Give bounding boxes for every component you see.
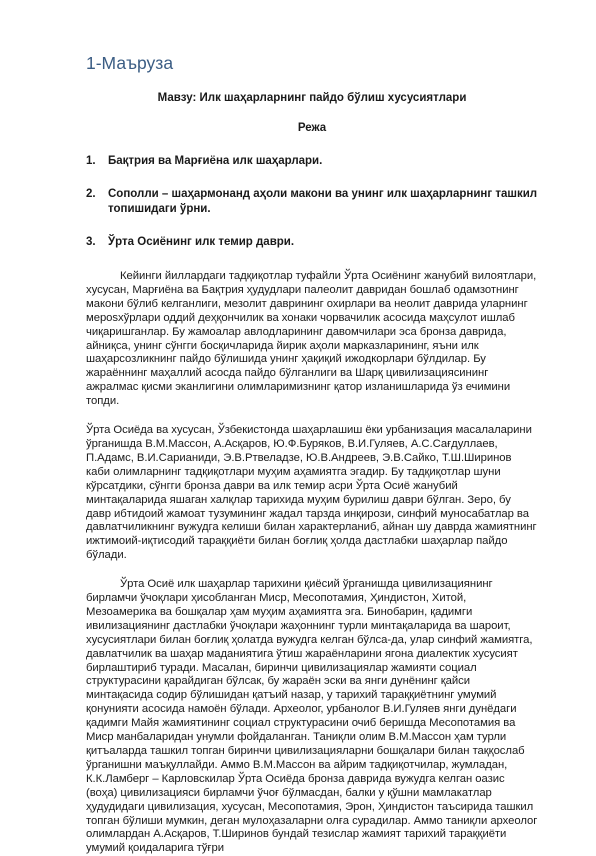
plan-item-number: 2. xyxy=(86,187,96,200)
plan-item-text: Сополли – шаҳармонанд аҳоли макони ва унинг илк шаҳарларнинг ташкил топишидаги ўрни. xyxy=(108,187,538,215)
body-paragraph: Кейинги йиллардаги тадқиқотлар туфайли Ўрта Осиёнинг жанубий вилоятлари, хусусан, Марғиёна ва Бақтрия ҳудудлари палеолит давридан бошлаб одамзотнинг макони бўлиб келганлиги, мезолит даврининг охирлари ва неолит даврида уларнинг мерosхўрлари оддий деҳқончилик ва хонаки чорвачилик асосида маҳсулот ишлаб чиқаришганлар. Бу жамоалар авлодларининг давомчилари эса бронза даврида, айниқса, унинг сўнгги босқичларида йирик аҳоли марказларининг, яъни илк шаҳарсозликнинг пайдо бўлишида унинг ҳақиқий ижодкорлари бўлдилар. Бу жараённинг маҳаллий асосда пайдо бўлганлиги ва Шарқ цивилизациясининг ажралмас қисми эканлигини олимларимизнинг қатор изланишларида ўз ечимини топди. xyxy=(86,270,537,408)
plan-item xyxy=(86,235,538,251)
plan-item xyxy=(86,154,538,170)
plan-item xyxy=(86,187,538,218)
plan-list xyxy=(86,154,538,250)
body-paragraph: Ўрта Осиё илк шаҳарлар тарихини қиёсий ўрганишда цивилизациянинг бирламчи ўчоқлари ҳисобланган Миср, Месопотамия, Ҳиндистон, Хитой, Мезоамерика ва бошқалар ҳам муҳим аҳамиятга эга. Бинобарин, қадимги ивилизациянинг дастлабки ўчоқлари жаҳоннинг турли минтақаларида ва шароит, хусусиятлари билан боғлиқ ҳолатда вужудга келган бўлса-да, улар синфий жамиятга, давлатчилик ва шаҳар маданиятига ўтиш жараёнларини ягона диалектик хусусият бирлаштириб туради. Масалан, биринчи цивилизациялар жамияти социал структурасини қарайдиган бўлсак, бу жараён эски ва янги дунёнинг қайси минтақасида содир бўлишидан қатъий назар, у тарихий тараққиётнинг умумий қонунияти асосида намоён бўлади. Археолог, урбанолог В.И.Гуляев янги дунёдаги қадимги Майя жамиятининг социал структурасини очиб беришда Месопотамия ва Миср манбаларидан унумли фойдаланган. Таниқли олим В.М.Массон ҳам турли қитъаларда ташкил топган биринчи цивилизацияларни бошқалари билан таққослаб ўрганишни маъқуллайди. Аммо В.М.Массон ва айрим тадқиқотчилар, жумладан, К.К.Ламберг – Карловскилар Ўрта Осиёда бронза даврида вужудга келган оазис (воҳа) цивилизацияси бирламчи ўчоғ бўлмасдан, балки у қўшни мамлакатлар ҳудудидаги цивилизация, хусусан, Месопотамия, Эрон, Ҳиндистон таъсирида ташкил топган бўлиши мумкин, деган мулоҳазаларни олға сурадилар. Аммо таниқли археолог олимлардан А.Асқаров, Т.Ширинов бундай тезислар жамият тарихий тараққиёти умумий қоидаларига тўғри xyxy=(86,578,538,855)
body-paragraph: Ўрта Осиёда ва хусусан, Ўзбекистонда шаҳарлашиш ёки урбанизация масалаларини ўрганишда В.М.Массон, А.Асқаров, Ю.Ф.Буряков, В.И.Гуляев, А.С.Сағдуллаев, П.Адамс, В.И.Сарианиди, Э.В.Ртвеладзе, Ю.В.Андреев, Э.В.Сайко, Т.Ш.Ширинов каби олимларнинг тадқиқотлари муҳим аҳамиятга эгадир. Бу тадқиқотлар шуни кўрсатдики, сўнгги бронза даври ва илк темир асри Ўрта Осиё жанубий минтақаларида яшаган халқлар тарихида муҳим бурилиш даври бўлган. Зеро, бу давр ибтидоий жамоат тузумининг жадал тарзда инқирози, синфий муносабатлар ва давлатчиликнинг вужудга келиши билан характерланиб, айнан шу даврда жамиятнинг ижтимоий-иқтисодий тараққиёти билан боғлиқ ҳолда дастлабки шаҳарлар пайдо бўлади. xyxy=(86,424,537,562)
topic-heading: Мавзу: Илк шаҳарларнинг пайдо бўлиш хусусиятлари xyxy=(157,92,467,104)
plan-item-text: Ўрта Осиёнинг илк темир даври. xyxy=(108,235,295,248)
lecture-title: 1-Маъруза xyxy=(86,53,174,73)
plan-item-number: 1. xyxy=(86,155,96,167)
plan-item-number: 3. xyxy=(86,235,96,248)
plan-heading: Режа xyxy=(297,122,327,134)
plan-item-text: Бақтрия ва Марғиёна илк шаҳарлари. xyxy=(108,155,323,167)
